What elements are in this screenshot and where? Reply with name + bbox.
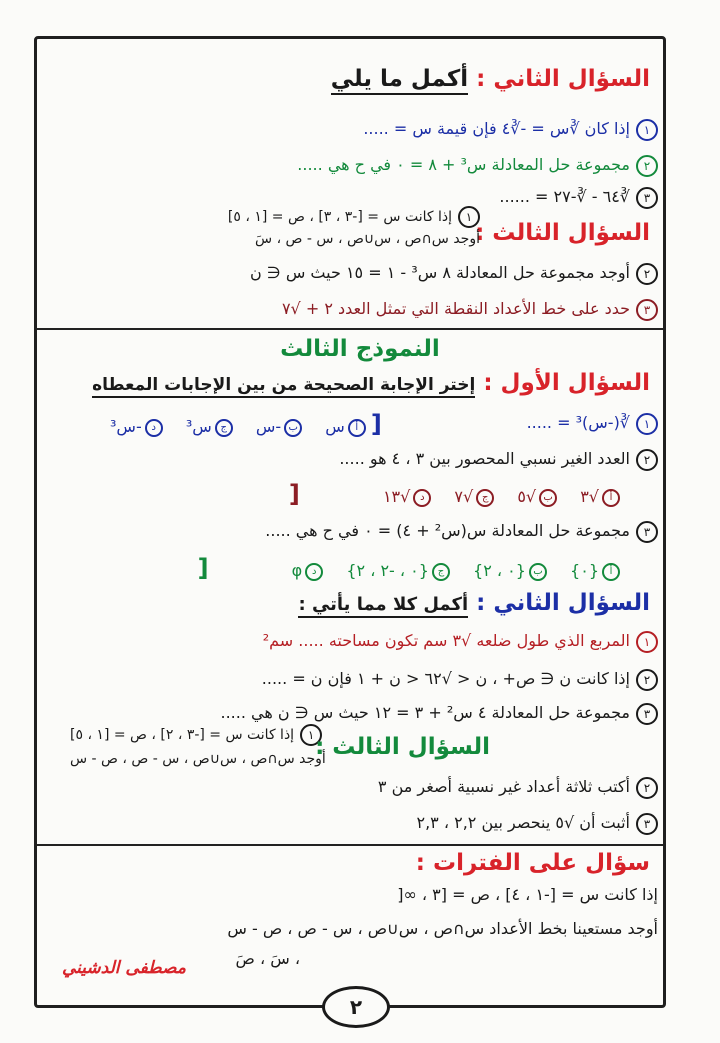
item-number: ١ [458,206,480,228]
s1-q3-item-3 [282,298,658,321]
author-signature: مصطفى الدشيني [62,958,186,978]
option-c: جس³ [186,417,233,436]
item-text: المربع الذي طول ضلعه √٣ سم تكون مساحته ..... سم² [262,631,630,650]
q2-subtitle: أكمل كلا مما يأتي : [298,594,468,618]
option-b: ب√٥ [517,487,557,506]
s2-q1-item-3-options: أ{٠} ب{٠ ، ٢} ج{٠ ، -٢ ، ٢} دφ [ [198,554,620,582]
s3-line-3: ، سَ ، صَ [235,949,300,968]
item-text: إذا كان ∛س = -∛٤ فإن قيمة س = ..... [363,119,630,138]
item-text: أكتب ثلاثة أعداد غير نسبية أصغر من ٣ [377,777,630,796]
q2-title: السؤال الثاني : [476,590,650,616]
s2-q1-item-1-options: [ أس ب-س جس³ د-س³ [110,410,382,438]
item-text: مجموعة حل المعادلة ٤ س² + ٣ = ١٢ حيث س ∈ ن هي ..... [220,703,630,722]
s2-q1-item-3 [265,520,658,543]
option-a: أ{٠} [570,561,620,580]
option-d: دφ [292,561,324,580]
option-d: د√١٣ [383,487,431,506]
item-number: ١ [636,413,658,435]
item-number: ٢ [636,669,658,691]
section-divider [37,328,663,330]
s3-line-1: إذا كانت س = [-١ ، ٤] ، ص = [٣ ، ∞[ [397,885,658,904]
item-number: ١ [300,724,322,746]
item-number: ٢ [636,449,658,471]
section2-title: النموذج الثالث [280,336,440,362]
s2-q3-intro2: أوجد س∩ص ، س∪ص ، س - ص ، ص - س [70,751,326,767]
item-text: إذا كانت ن ∈ ص+ ، ن < √٦٢ < ن + ١ فإن ن = ..... [261,669,630,688]
item-text: أثبت أن √٥ ينحصر بين ٢,٢ ، ٢,٣ [416,813,630,832]
s2-q3-item-2 [378,776,658,799]
item-number: ١ [636,119,658,141]
s1-q2-item-1 [363,118,658,141]
item-text: ∛(-س)³ = ..... [526,413,630,432]
q1-subtitle: إختر الإجابة الصحيحة من بين الإجابات المعطاه [92,375,475,398]
item-number: ٣ [636,187,658,209]
q3-title: السؤال الثالث : [315,734,490,760]
section2-q2-heading [298,590,650,616]
option-b: ب{٠ ، ٢} [473,561,547,580]
item-text: العدد الغير نسبي المحصور بين ٣ ، ٤ هو ..... [339,449,630,468]
option-a: أس [325,417,366,436]
q2-subtitle: أكمل ما يلي [331,66,468,95]
item-number: ٢ [636,155,658,177]
s2-q1-item-2 [339,448,658,471]
item-number: ٣ [636,813,658,835]
s2-q1-item-1 [527,412,658,435]
option-c: ج√٧ [454,487,494,506]
section1-q2-heading [331,66,650,92]
page-number: ٢ [322,986,390,1028]
section2-q3-heading [315,734,490,760]
s3-line-2: أوجد مستعينا بخط الأعداد س∩ص ، س∪ص ، س - ص ، ص - س [227,919,658,938]
s2-q2-item-3 [221,702,659,725]
item-number: ٣ [636,703,658,725]
section-divider [37,844,663,846]
item-text: أوجد مجموعة حل المعادلة ٨ س³ - ١ = ١٥ حيث س ∈ ن [249,263,630,282]
q2-title: السؤال الثاني : [476,66,650,92]
item-number: ٢ [636,263,658,285]
s1-q2-item-3 [499,186,658,209]
section1-q3-heading [475,220,650,246]
item-text: مجموعة حل المعادلة س³ + ٨ = ٠ في ح هي ..... [297,155,630,174]
item-number: ٣ [636,521,658,543]
item-number: ١ [636,631,658,653]
option-b: ب-س [256,417,302,436]
section2-q1-heading [92,370,650,396]
s2-q2-item-2 [262,668,658,691]
item-text: حدد على خط الأعداد النقطة التي تمثل العدد ٢ + √٧ [281,299,630,318]
s1-q3-intro: ١إذا كانت س = [-٣ ، ٣] ، ص = [١ ، ٥] [228,206,480,228]
s2-q3-intro: ١إذا كانت س = [-٣ ، ٢] ، ص = [١ ، ٥] [70,724,322,746]
item-number: ٣ [636,299,658,321]
s2-q2-item-1 [263,630,658,653]
item-number: ٢ [636,777,658,799]
s1-q3-item-2 [250,262,658,285]
s1-q2-item-2 [297,154,658,177]
item-text: ∛٦٤ - ∛-٢٧ = ...... [499,187,630,206]
option-a: أ√٣ [580,487,620,506]
q3-title: السؤال الثالث : [475,220,650,246]
s1-q3-intro2: أوجد س∩ص ، س∪ص ، س - ص ، سَ [255,231,480,247]
s2-q1-item-2-options: أ√٣ ب√٥ ج√٧ د√١٣ [ [289,480,620,508]
section3-heading: سؤال على الفترات : [415,850,650,876]
s2-q3-item-3 [416,812,658,835]
option-d: د-س³ [110,417,163,436]
option-c: ج{٠ ، -٢ ، ٢} [346,561,450,580]
q1-title: السؤال الأول : [483,370,650,396]
item-text: مجموعة حل المعادلة س(س² + ٤) = ٠ في ح هي ..... [265,521,630,540]
